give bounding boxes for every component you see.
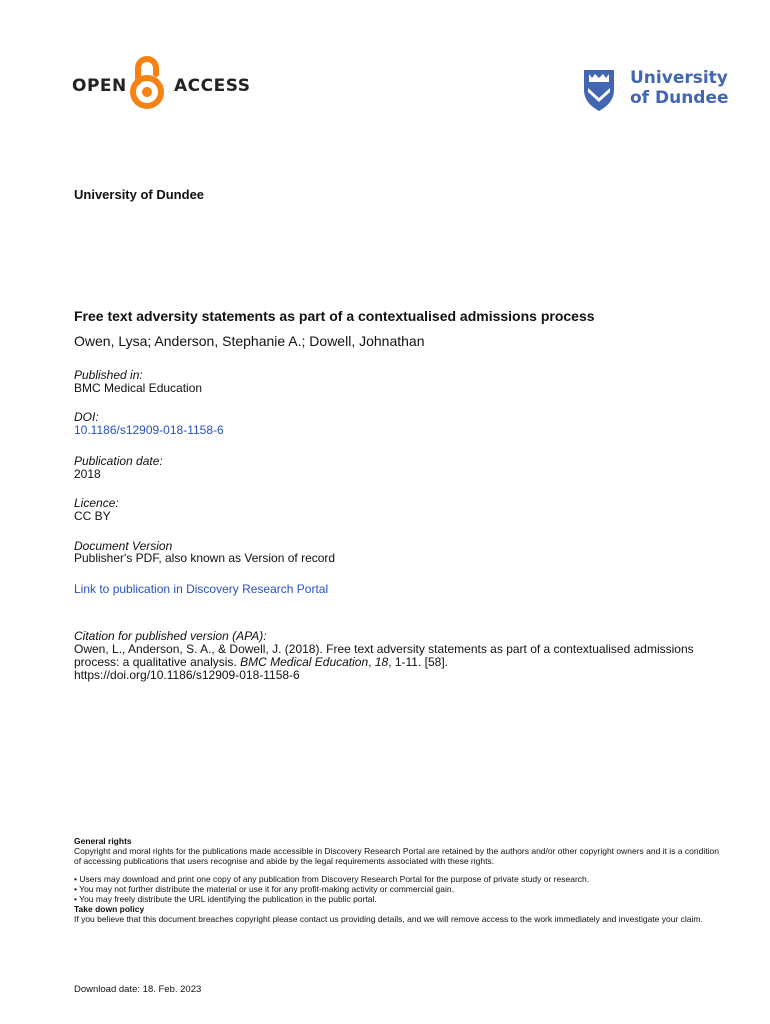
institution-heading: University of Dundee — [74, 187, 205, 202]
publication-date-label: Publication date: — [74, 454, 163, 468]
publication-date-value: 2018 — [74, 467, 101, 481]
doi-link[interactable]: 10.1186/s12909-018-1158-6 — [74, 423, 224, 437]
citation-url: https://doi.org/10.1186/s12909-018-1158-6 — [74, 668, 300, 682]
university-logo-line2: of Dundee — [630, 88, 729, 108]
rights-bullet: • You may not further distribute the material or use it for any profit-making activity or commercial gain. — [74, 884, 454, 895]
citation-journal: BMC Medical Education — [240, 655, 369, 669]
open-access-right-text: ACCESS — [174, 76, 251, 96]
university-logo-line1: University — [630, 68, 728, 88]
rights-section — [74, 837, 724, 924]
citation-label: Citation for published version (APA): — [74, 629, 267, 643]
download-date: Download date: 18. Feb. 2023 — [74, 984, 202, 995]
document-version-value: Publisher's PDF, also known as Version of record — [74, 551, 336, 565]
licence-label: Licence: — [74, 496, 119, 510]
open-access-left-text: OPEN — [72, 76, 127, 96]
portal-link[interactable]: Link to publication in Discovery Research Portal — [74, 582, 329, 596]
document-version-label: Document Version — [74, 539, 173, 553]
takedown-heading: Take down policy — [74, 903, 145, 914]
general-rights-heading: General rights — [74, 836, 132, 846]
general-rights-text: Copyright and moral rights for the publications made accessible in Discovery Research Portal are retained by the authors and/or other copyright owners and it is a condition of accessing publications that users recognise and abide by the legal requirements associated with these rights. — [74, 845, 719, 866]
published-in-label: Published in: — [74, 368, 143, 382]
open-access-logo — [72, 52, 252, 112]
university-logo — [582, 66, 732, 116]
citation-sep: , — [368, 655, 375, 669]
publication-title: Free text adversity statements as part of a contextualised admissions process — [74, 308, 595, 324]
citation-text-part-b: , 1-11. [58]. — [388, 655, 448, 669]
licence-value: CC BY — [74, 509, 111, 523]
published-in-value: BMC Medical Education — [74, 381, 203, 395]
citation-text-part-a: Owen, L., Anderson, S. A., & Dowell, J. (2018). Free text adversity statements as part of a contextualised admissions process: a qualitative analysis. — [74, 642, 694, 669]
open-padlock-icon — [124, 52, 170, 110]
takedown-text: If you believe that this document breaches copyright please contact us providing details, and we will remove access to the work immediately and investigate your claim. — [74, 913, 703, 924]
citation-volume: 18 — [374, 655, 389, 669]
university-shield-icon — [582, 68, 616, 112]
doi-label: DOI: — [74, 410, 99, 424]
publication-authors: Owen, Lysa; Anderson, Stephanie A.; Dowell, Johnathan — [74, 333, 425, 349]
rights-bullet: • Users may download and print one copy of any publication from Discovery Research Portal for the purpose of private study or research. — [74, 874, 590, 885]
citation-text — [74, 643, 714, 682]
rights-bullet: • You may freely distribute the URL identifying the publication in the public portal. — [74, 893, 377, 904]
